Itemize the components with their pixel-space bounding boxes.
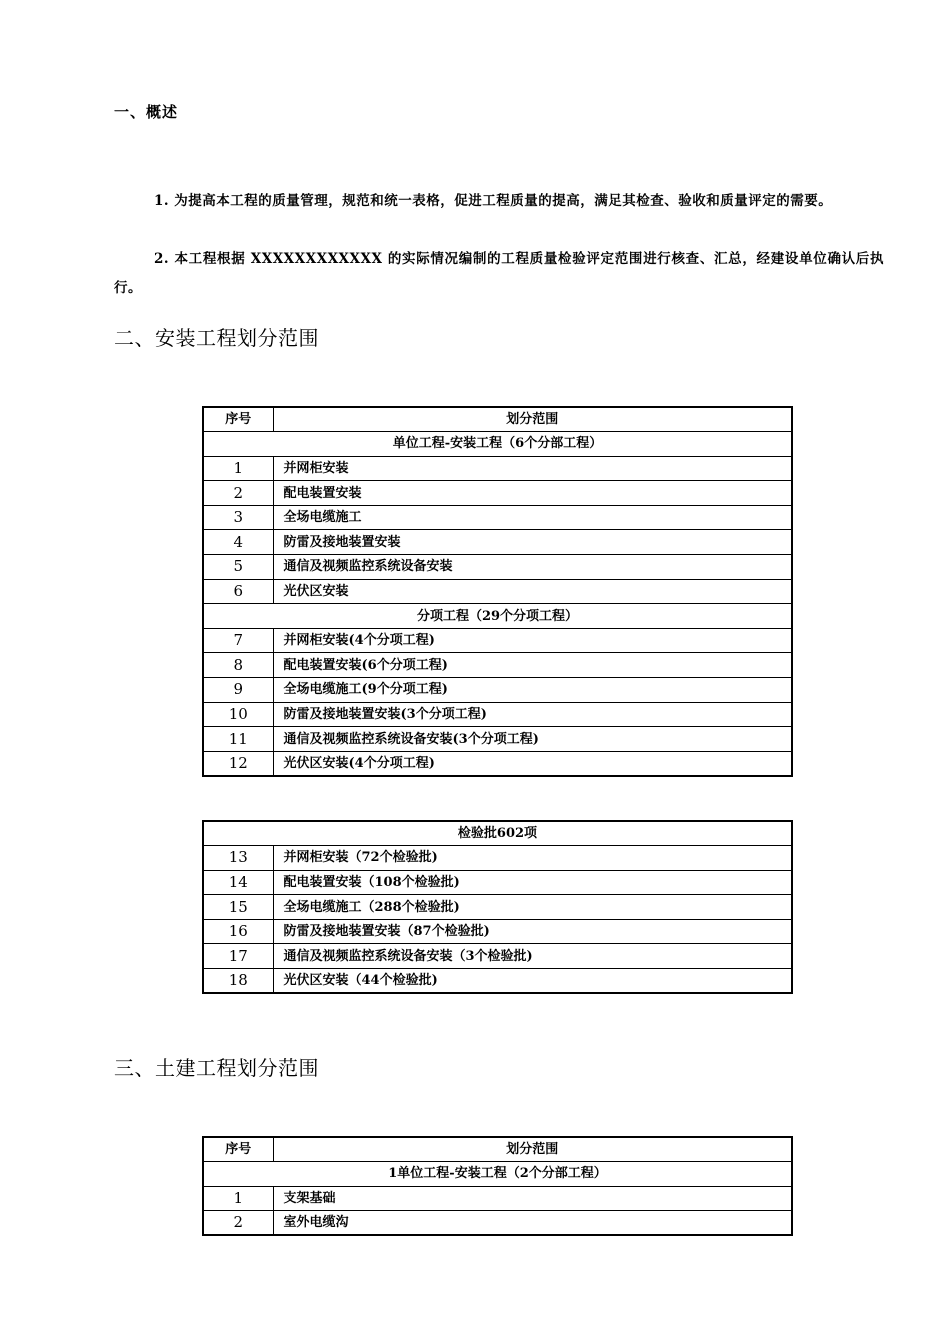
section3-title: 三、土建工程划分范围: [114, 1056, 319, 1080]
table-row: [203, 628, 792, 653]
row-text: 防雷及接地装置安装: [273, 530, 792, 555]
row-text: 通信及视频监控系统设备安装: [273, 555, 792, 580]
table-row: [203, 702, 792, 727]
group-row: [203, 432, 792, 457]
inspection-lot-table: [202, 820, 793, 994]
row-text: 防雷及接地装置安装（87个检验批): [273, 919, 792, 944]
row-text: 并网柜安装（72个检验批): [273, 846, 792, 871]
row-text: 光伏区安装（44个检验批): [273, 969, 792, 994]
civil-division-table: [202, 1136, 793, 1236]
overview-text-1: 1. 为提高本工程的质量管理，规范和统一表格，促进工程质量的提高，满足其检查、验收和质量评定的需要。: [154, 193, 833, 209]
table-row: [203, 870, 792, 895]
table-row: [203, 727, 792, 752]
table-row: [203, 751, 792, 776]
overview-paragraph-2: [114, 245, 884, 303]
row-text: 防雷及接地装置安装(3个分项工程): [273, 702, 792, 727]
group-label: 单位工程-安装工程（6个分部工程）: [203, 432, 792, 457]
table-row: [203, 555, 792, 580]
row-number: 5: [203, 555, 273, 580]
header-scope: 划分范围: [273, 1137, 792, 1162]
overview-paragraph-1: [114, 187, 884, 216]
group-row: [203, 604, 792, 629]
header-seq: 序号: [203, 1137, 273, 1162]
section2-title: 二、安装工程划分范围: [114, 326, 319, 350]
row-number: 13: [203, 846, 273, 871]
table-row: [203, 505, 792, 530]
table-row: [203, 846, 792, 871]
group-label: 1单位工程-安装工程（2个分部工程）: [203, 1162, 792, 1187]
table-row: [203, 678, 792, 703]
row-number: 17: [203, 944, 273, 969]
row-number: 10: [203, 702, 273, 727]
row-text: 并网柜安装(4个分项工程): [273, 628, 792, 653]
row-number: 6: [203, 579, 273, 604]
row-number: 16: [203, 919, 273, 944]
row-number: 8: [203, 653, 273, 678]
group-label: 分项工程（29个分项工程）: [203, 604, 792, 629]
row-text: 支架基础: [273, 1186, 792, 1211]
row-number: 14: [203, 870, 273, 895]
table-header-row: [203, 1137, 792, 1162]
row-text: 配电装置安装（108个检验批): [273, 870, 792, 895]
row-text: 配电装置安装(6个分项工程): [273, 653, 792, 678]
table-row: [203, 969, 792, 994]
table-row: [203, 579, 792, 604]
row-number: 12: [203, 751, 273, 776]
row-number: 2: [203, 1211, 273, 1236]
row-number: 11: [203, 727, 273, 752]
row-text: 通信及视频监控系统设备安装(3个分项工程): [273, 727, 792, 752]
group-row: [203, 821, 792, 846]
row-text: 通信及视频监控系统设备安装（3个检验批): [273, 944, 792, 969]
row-text: 并网柜安装: [273, 456, 792, 481]
table-row: [203, 530, 792, 555]
row-number: 1: [203, 1186, 273, 1211]
header-seq: 序号: [203, 407, 273, 432]
table-header-row: [203, 407, 792, 432]
table-row: [203, 944, 792, 969]
header-scope: 划分范围: [273, 407, 792, 432]
install-division-table: [202, 406, 793, 777]
row-number: 1: [203, 456, 273, 481]
table-row: [203, 919, 792, 944]
section1-title: 一、概述: [114, 103, 179, 121]
overview-text-2: 2. 本工程根据 XXXXXXXXXXXX 的实际情况编制的工程质量检验评定范围进行核查、汇总，经建设单位确认后执行。: [114, 251, 884, 296]
table-row: [203, 653, 792, 678]
row-text: 光伏区安装: [273, 579, 792, 604]
row-text: 室外电缆沟: [273, 1211, 792, 1236]
table-row: [203, 456, 792, 481]
row-number: 2: [203, 481, 273, 506]
row-number: 9: [203, 678, 273, 703]
group-row: [203, 1162, 792, 1187]
table-row: [203, 1186, 792, 1211]
row-number: 15: [203, 895, 273, 920]
row-number: 18: [203, 969, 273, 994]
row-text: 全场电缆施工（288个检验批): [273, 895, 792, 920]
group-label: 检验批602项: [203, 821, 792, 846]
row-text: 全场电缆施工(9个分项工程): [273, 678, 792, 703]
table-row: [203, 481, 792, 506]
row-text: 配电装置安装: [273, 481, 792, 506]
row-number: 3: [203, 505, 273, 530]
row-number: 7: [203, 628, 273, 653]
table-row: [203, 1211, 792, 1236]
row-number: 4: [203, 530, 273, 555]
row-text: 光伏区安装(4个分项工程): [273, 751, 792, 776]
row-text: 全场电缆施工: [273, 505, 792, 530]
table-row: [203, 895, 792, 920]
